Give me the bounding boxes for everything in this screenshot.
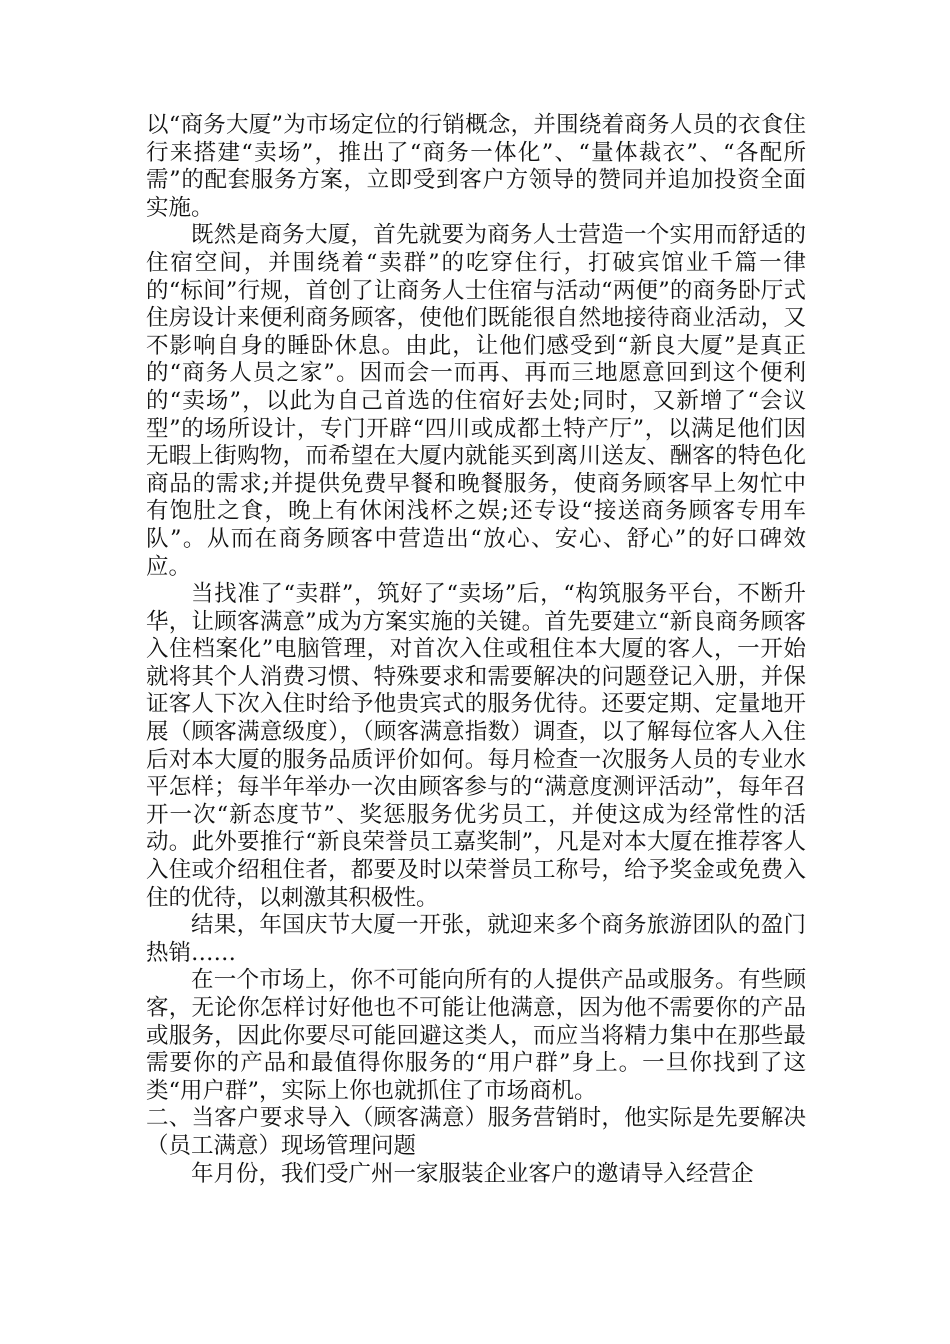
paragraph-5: 在一个市场上，你不可能向所有的人提供产品或服务。有些顾客，无论你怎样讨好他也不可能让他满意，因为他不需要你的产品或服务，因此你要尽可能回避这类人，而应当将精力集中在那些最需要你的产品和最值得你服务的“用户群”身上。一旦你找到了这类“用户群”，实际上你也就抓住了市场商机。 bbox=[146, 967, 806, 1104]
section-heading-2: 二、当客户要求导入（顾客满意）服务营销时，他实际是先要解决（员工满意）现场管理问题 bbox=[146, 1105, 806, 1159]
paragraph-6: 年月份，我们受广州一家服装企业客户的邀请导入经营企 bbox=[191, 1160, 754, 1187]
paragraph-1: 以“商务大厦”为市场定位的行销概念，并围绕着商务人员的衣食住行来搭建“卖场”，推出了“商务一体化”、“量体裁衣”、“各配所需”的配套服务方案，立即受到客户方领导的赞同并追加投资全面实施。 bbox=[146, 112, 806, 221]
paragraph-3: 当找准了“卖群”，筑好了“卖场”后，“构筑服务平台，不断升华，让顾客满意”成为方案实施的关键。首先要建立“新良商务顾客入住档案化”电脑管理，对首次入住或租住本大厦的客人，一开始就将其个人消费习惯、特殊要求和需要解决的问题登记入册，并保证客人下次入住时给予他贵宾式的服务优待。还要定期、定量地开展（顾客满意级度），（顾客满意指数）调查，以了解每位客人入住后对本大厦的服务品质评价如何。每月检查一次服务人员的专业水平怎样；每半年举办一次由顾客参与的“满意度测评活动”，每年召开一次“新态度节”、奖惩服务优劣员工，并使这成为经常性的活动。此外要推行“新良荣誉员工嘉奖制”，凡是对本大厦在推荐客人入住或介绍租住者，都要及时以荣誉员工称号，给予奖金或免费入住的优待，以刺激其积极性。 bbox=[146, 581, 806, 911]
document-page bbox=[146, 112, 806, 1188]
paragraph-4: 结果，年国庆节大厦一开张，就迎来多个商务旅游团队的盈门热销…… bbox=[146, 912, 806, 966]
paragraph-2: 既然是商务大厦，首先就要为商务人士营造一个实用而舒适的住宿空间，并围绕着“卖群”的吃穿住行，打破宾馆业千篇一律的“标间”行规，首创了让商务人士住宿与活动“两便”的商务卧厅式住房设计来便利商务顾客，使他们既能很自然地接待商业活动，又不影响自身的睡卧休息。由此，让他们感受到“新良大厦”是真正的“商务人员之家”。因而会一而再、再而三地愿意回到这个便利的“卖场”，以此为自己首选的住宿好去处;同时，又新增了“会议型”的场所设计，专门开辟“四川或成都土特产厅”，以满足他们因无暇上街购物，而希望在大厦内就能买到离川送友、酬客的特色化商品的需求;并提供免费早餐和晚餐服务，使商务顾客早上匆忙中有饱肚之食，晚上有休闲浅杯之娱;还专设“接送商务顾客专用车队”。从而在商务顾客中营造出“放心、安心、舒心”的好口碑效应。 bbox=[146, 222, 806, 580]
